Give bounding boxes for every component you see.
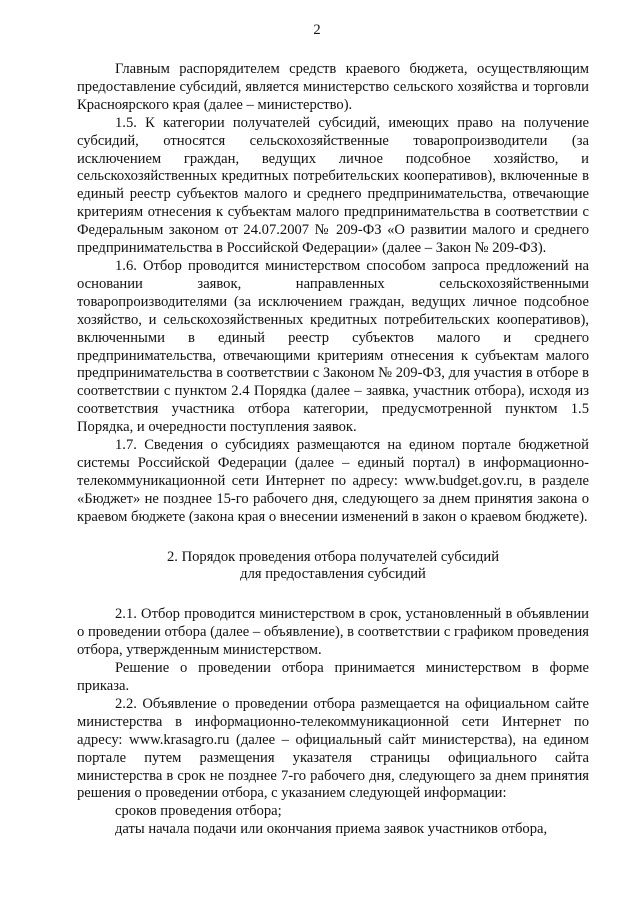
document-body (77, 61, 589, 839)
paragraph-decision: Решение о проведении отбора принимается министерством в форме приказа. (77, 660, 589, 694)
paragraph-2-1: 2.1. Отбор проводится министерством в срок, установленный в объявлении о проведении отбора (далее – объявление), в соответствии с графиком проведения отбора, утвержденным министерством. (77, 606, 589, 659)
paragraph-1-7: 1.7. Сведения о субсидиях размещаются на едином портале бюджетной системы Российской Федерации (далее – единый портал) в информационно-телекоммуникационной сети Интернет по адресу: www.budget.gov.ru, в разделе «Бюджет» не позднее 15-го рабочего дня, следующего за днем принятия закона о краевом бюджете (закона края о внесении изменений в закон о краевом бюджете). (77, 437, 589, 525)
spacer (77, 527, 589, 549)
spacer (77, 584, 589, 606)
section-heading-line-2: для предоставления субсидий (240, 566, 426, 583)
paragraph-2-2: 2.2. Объявление о проведении отбора размещается на официальном сайте министерства в информационно-телекоммуникационной сети Интернет по адресу: www.krasagro.ru (далее – официальный сайт министерства), на едином портале путем размещения указателя страницы официального сайта министерства в срок не позднее 7-го рабочего дня, следующего за днем принятия решения о проведении отбора, с указанием следующей информации: (77, 695, 589, 802)
paragraph-1-6: 1.6. Отбор проводится министерством способом запроса предложений на основании заявок, направленных сельскохозяйственными товаропроизводителями (за исключением граждан, ведущих личное подсобное хозяйство, и сельскохозяйственных кредитных потребительских кооперативов), включенными в единый реестр субъектов малого и среднего предпринимательства, отвечающими критериям отнесения к субъектам малого предпринимательства в соответствии с Законом № 209-ФЗ, для участия в отборе в соответствии с пунктом 2.4 Порядка (далее – заявка, участник отбора), исходя из соответствия участника отбора категории, предусмотренной пунктом 1.5 Порядка, и очередности поступления заявок. (77, 257, 589, 436)
section-heading-line-1: 2. Порядок проведения отбора получателей субсидий (166, 548, 500, 565)
page-number: 2 (313, 22, 321, 38)
list-item-deadlines: сроков проведения отбора; (115, 803, 282, 820)
paragraph-main-manager: Главным распорядителем средств краевого бюджета, осуществляющим предоставление субсидий, является министерство сельского хозяйства и торговли Красноярского края (далее – министерство). (77, 61, 589, 113)
list-item-dates: даты начала подачи или окончания приема заявок участников отбора, (115, 821, 548, 838)
paragraph-1-5: 1.5. К категории получателей субсидий, имеющих право на получение субсидий, относятся сельскохозяйственные товаропроизводители (за исключением граждан, ведущих личное подсобное хозяйство, и сельскохозяйственных кредитных потребительских кооперативов), включенные в единый реестр субъектов малого и среднего предпринимательства, отвечающие критериям отнесения к субъектам малого предпринимательства в соответствии с Федеральным законом от 24.07.2007 № 209-ФЗ «О развитии малого и среднего предпринимательства в Российской Федерации» (далее – Закон № 209-ФЗ). (77, 114, 589, 257)
